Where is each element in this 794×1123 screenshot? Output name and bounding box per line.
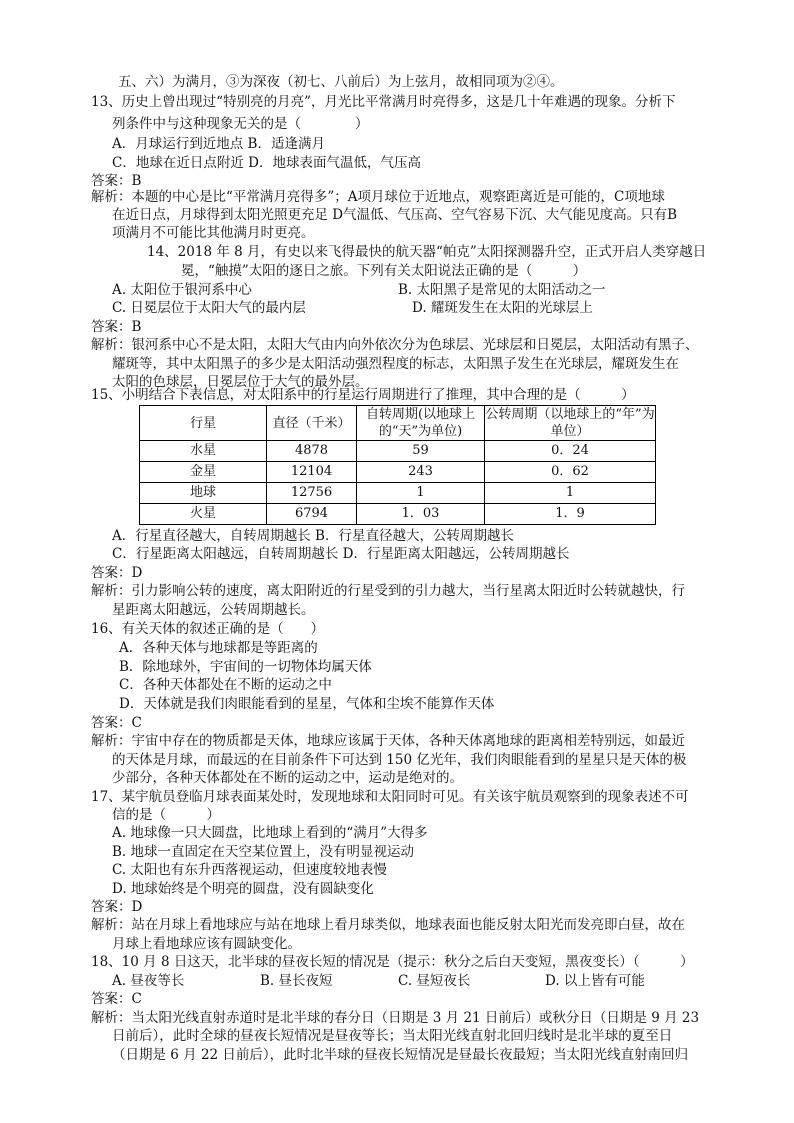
text-line: 冕，“触摸”太阳的逐日之旅。下列有关太阳说法正确的是（ ） [181, 263, 587, 279]
table-row [140, 462, 656, 483]
text-line: A. 昼夜等长 [112, 973, 185, 989]
text-line: 在近日点，月球得到太阳光照更充足 D气温低、气压高、空气容易下沉、大气能见度高。只有B [112, 207, 678, 223]
text-line: B. 地球一直固定在天空某位置上，没有明显视运动 [112, 844, 415, 860]
text-line: 列条件中与这种现象无关的是（ ） [112, 116, 369, 132]
table-row [140, 483, 656, 504]
text-line: A. 地球像一只大圆盘，比地球上看到的“满月”大得多 [112, 825, 428, 841]
table-cell: 1．9 [485, 504, 656, 525]
text-line: 解析：银河系中心不是太阳，太阳大气由内向外依次分为色球层、光球层和日冕层，太阳活动有黑子、 [91, 337, 699, 353]
text-line: C．行星距离太阳越远，自转周期越长 D．行星距离太阳越远，公转周期越长 [112, 546, 570, 562]
text-line: D. 地球始终是个明亮的圆盘，没有圆缺变化 [112, 881, 374, 897]
text-line: 18、10 月 8 日这天，北半球的昼夜长短的情况是（提示：秋分之后白天变短，黑夜变长）（ ） [91, 954, 694, 970]
table-row [140, 504, 656, 525]
text-line: 信的是（ ） [112, 807, 220, 823]
text-line: 五、六）为满月，③为深夜（初七、八前后）为上弦月，故相同项为②④。 [118, 74, 564, 90]
table-cell: 4878 [267, 441, 357, 462]
text-line: A. 太阳位于银河系中心 [112, 282, 252, 298]
text-line: 17、某宇航员登临月球表面某处时，发现地球和太阳同时可见。有关该宇航员观察到的现象表述不可 [91, 789, 689, 805]
text-line: C. 日冕层位于太阳大气的最内层 [112, 300, 306, 316]
table-cell: 59 [357, 441, 485, 462]
text-line: 解析：站在月球上看地球应与站在地球上看月球类似，地球表面也能反射太阳光而发亮即白昼，故在 [91, 917, 685, 933]
table-cell: 6794 [267, 504, 357, 525]
table-cell: 金星 [140, 462, 267, 483]
text-line: 答案：B [91, 173, 142, 189]
text-line: 答案：C [91, 991, 142, 1007]
text-line: A．月球运行到近地点 B．适逢满月 [112, 136, 325, 152]
text-line: 解析：当太阳光线直射赤道时是北半球的春分日（日期是 3 月 21 日前后）或秋分日（日期是 9 月 23 [91, 1010, 700, 1026]
text-line: D．天体就是我们肉眼能看到的星星，气体和尘埃不能算作天体 [119, 696, 495, 712]
planet-table [139, 405, 656, 525]
table-cell: 0．24 [485, 441, 656, 462]
text-line: 14、2018 年 8 月，有史以来飞得最快的航天器“帕克”太阳探测器升空，正式开启人类穿越日 [147, 244, 707, 260]
text-line: B．除地球外，宇宙间的一切物体均属天体 [119, 659, 372, 675]
text-line: 星距离太阳越远，公转周期越长。 [112, 602, 315, 618]
text-line: B. 太阳黑子是常见的太阳活动之一 [398, 282, 606, 298]
text-line: 13、历史上曾出现过“特别亮的月亮”，月光比平常满月时亮得多，这是几十年难遇的现象。分析下 [91, 94, 676, 110]
table-header-cell: 直径（千米） [267, 406, 357, 441]
text-line: 解析：本题的中心是比“平常满月亮得多”；A项月球位于近地点，观察距离近是可能的，C项地球 [91, 189, 665, 205]
text-line: 答案：D [91, 899, 143, 915]
text-line: A．行星直径越大，自转周期越长 B．行星直径越大，公转周期越长 [112, 528, 514, 544]
table-header-cell: 行星 [140, 406, 267, 441]
table-header-cell: 公转周期（以地球上的“年”为单位） [485, 407, 655, 439]
table-cell: 243 [357, 462, 485, 483]
text-line: 项满月不可能比其他满月时更亮。 [112, 225, 315, 241]
table-cell: 0．62 [485, 462, 656, 483]
text-line: 太阳的色球层，日冕层位于大气的最外层。 [112, 374, 369, 390]
text-line: 耀斑等，其中太阳黑子的多少是太阳活动强烈程度的标志，太阳黑子发生在光球层，耀斑发生在 [112, 356, 679, 372]
text-line: 16、有关天体的叙述正确的是（ ） [91, 621, 325, 637]
table-cell: 1 [357, 483, 485, 504]
text-line: 答案：D [91, 565, 143, 581]
text-line: C．地球在近日点附近 D．地球表面气温低，气压高 [112, 155, 421, 171]
text-line: 日前后），此时全球的昼夜长短情况是昼夜等长；当太阳光线直射北回归线时是北半球的夏至日 [112, 1028, 673, 1044]
text-line: A．各种天体与地球都是等距离的 [119, 640, 318, 656]
text-line: 解析：宇宙中存在的物质都是天体，地球应该属于天体，各种天体离地球的距离相差特别远，如最近 [91, 733, 685, 749]
text-line: D. 以上皆有可能 [545, 973, 645, 989]
table-cell: 水星 [140, 441, 267, 462]
text-line: C. 昼短夜长 [398, 973, 471, 989]
table-header-row [140, 406, 656, 441]
table-cell: 12756 [267, 483, 357, 504]
text-line: D. 耀斑发生在太阳的光球层上 [412, 300, 593, 316]
text-line: 少部分，各种天体都处在不断的运动之中，运动是绝对的。 [112, 770, 463, 786]
text-line: 解析：引力影响公转的速度，离太阳附近的行星受到的引力越大，当行星离太阳近时公转就越快，行 [91, 583, 685, 599]
table-header-cell: 自转周期(以地球上的“天”为单位) [357, 406, 485, 441]
text-line: C. 太阳也有东升西落视运动，但速度较地表慢 [112, 862, 387, 878]
table-cell: 火星 [140, 504, 267, 525]
table-cell: 1．03 [357, 504, 485, 525]
text-line: （日期是 6 月 22 日前后），此时北半球的昼夜长短情况是昼最长夜最短；当太阳光线直射南回归 [112, 1047, 689, 1063]
text-line: C．各种天体都处在不断的运动之中 [119, 677, 332, 693]
table-cell: 地球 [140, 483, 267, 504]
text-line: 的天体是月球，而最远的在目前条件下可达到 150 亿光年，我们肉眼能看到的星星只是天体的极 [112, 752, 687, 768]
text-line: 答案：B [91, 319, 142, 335]
table-row [140, 441, 656, 462]
text-line: 答案：C [91, 715, 142, 731]
text-line: B. 昼长夜短 [260, 973, 333, 989]
table-cell: 12104 [267, 462, 357, 483]
text-line: 月球上看地球应该有圆缺变化。 [112, 936, 301, 952]
text-line: 15、小明结合下表信息，对太阳系中的行星运行周期进行了推理，其中合理的是（ ） [91, 387, 635, 403]
table-cell: 1 [485, 483, 656, 504]
